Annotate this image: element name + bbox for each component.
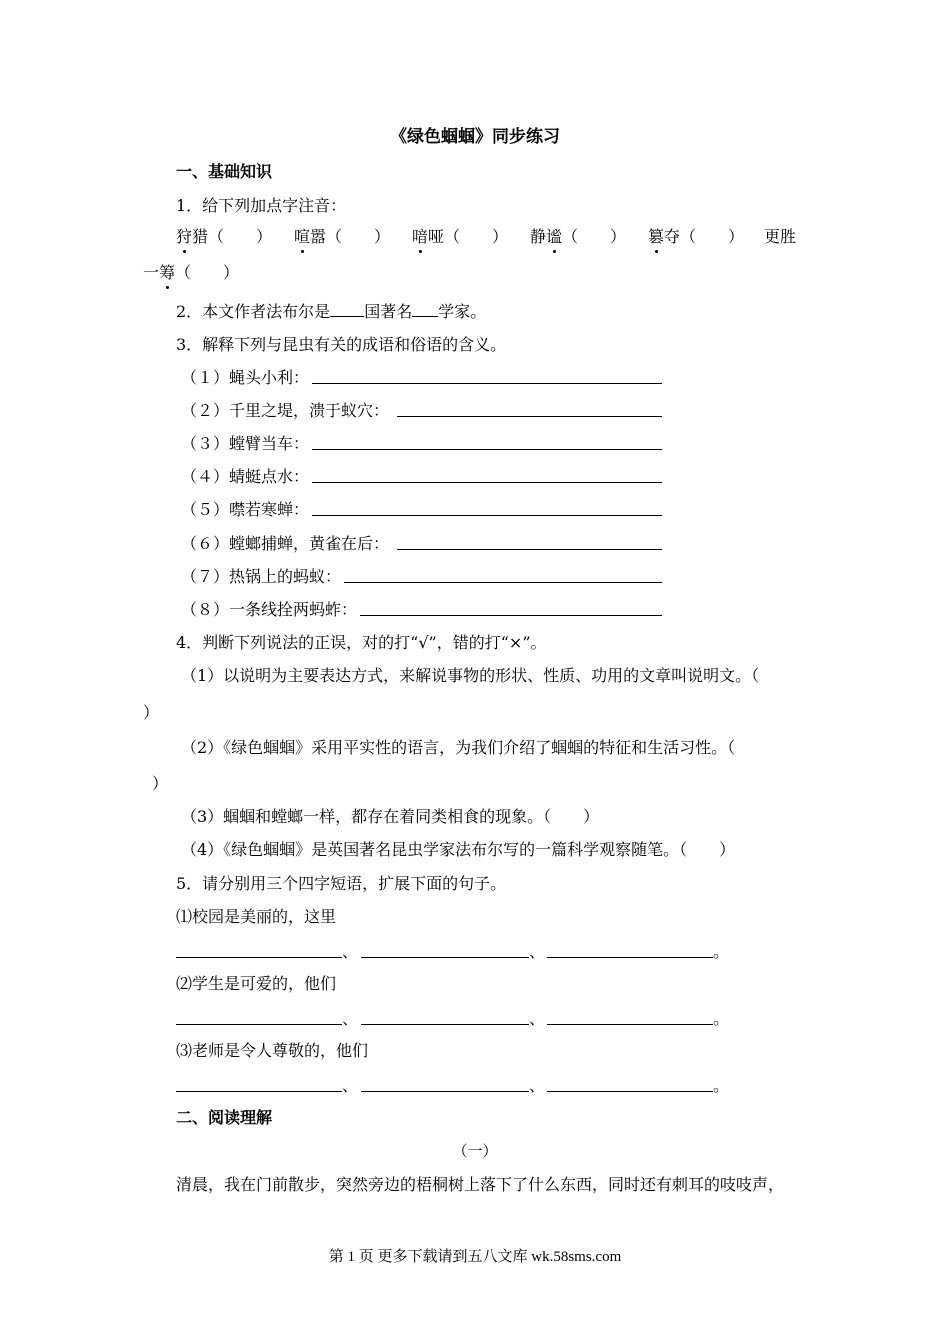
passage-line: 清晨，我在门前散步，突然旁边的梧桐树上落下了什么东西，同时还有刺耳的吱吱声，	[176, 1175, 785, 1194]
answer-line[interactable]	[361, 1091, 529, 1092]
question-1-item: 静谧（ ）	[530, 227, 627, 246]
question-5-prompt: 5．请分别用三个四字短语，扩展下面的句子。	[176, 874, 507, 893]
page-title: 《绿色蝈蝈》同步练习	[390, 127, 560, 147]
sentence-prompt: ⑵学生是可爱的，他们	[176, 974, 337, 993]
idiom-item: （８）一条线拴两蚂蚱：	[181, 600, 358, 619]
idiom-item: （１）蝇头小利：	[181, 368, 310, 387]
statement-3: （3）蝈蝈和螳螂一样，都存在着同类相食的现象。（ ）	[181, 807, 600, 826]
answer-line[interactable]	[344, 582, 662, 583]
question-4-prompt: 4．判断下列说法的正误，对的打“√”，错的打“×”。	[176, 633, 547, 652]
separator: 、	[529, 1009, 546, 1028]
answer-line[interactable]	[547, 1024, 713, 1025]
answer-line[interactable]	[397, 549, 662, 550]
question-1-item: 篡夺（ ）	[648, 227, 745, 246]
question-1-item: 喧嚣（ ）	[294, 227, 391, 246]
answer-line[interactable]	[176, 1091, 342, 1092]
sentence-prompt: ⑴校园是美丽的，这里	[176, 907, 337, 926]
question-1-item: 喑哑（ ）	[412, 227, 509, 246]
page-footer: 第 1 页 更多下载请到五八文库 wk.58sms.com	[328, 1249, 622, 1265]
separator: 。	[713, 1009, 730, 1028]
dotted-char: 喑	[412, 227, 429, 246]
separator: 、	[529, 942, 546, 961]
question-2: 2．本文作者法布尔是 国著名 学家。	[176, 302, 487, 321]
statement-2-close: ）	[152, 774, 169, 793]
section-heading-basics: 一、基础知识	[176, 162, 273, 181]
separator: 。	[713, 1076, 730, 1095]
answer-line[interactable]	[360, 615, 662, 616]
answer-blank[interactable]	[330, 301, 364, 317]
separator: 。	[713, 942, 730, 961]
answer-line[interactable]	[176, 1024, 342, 1025]
idiom-item: （２）千里之堤，溃于蚁穴：	[181, 401, 390, 420]
separator: 、	[342, 942, 359, 961]
answer-line[interactable]	[312, 383, 662, 384]
sentence-prompt: ⑶老师是令人尊敬的，他们	[176, 1041, 369, 1060]
dotted-char: 喧	[294, 227, 311, 246]
dotted-char: 谧	[546, 227, 563, 246]
separator: 、	[529, 1076, 546, 1095]
separator: 、	[342, 1076, 359, 1095]
answer-line[interactable]	[312, 515, 662, 516]
passage-number: （一）	[452, 1142, 498, 1160]
question-1-item-start: 更胜	[764, 227, 797, 246]
question-3-prompt: 3．解释下列与昆虫有关的成语和俗语的含义。	[176, 335, 507, 354]
dotted-char: 狩	[176, 227, 193, 246]
idiom-item: （４）蜻蜓点水：	[181, 467, 310, 486]
answer-line[interactable]	[176, 957, 342, 958]
statement-1: （1）以说明为主要表达方式，来解说事物的形状、性质、功用的文章叫说明文。（	[181, 666, 760, 685]
idiom-item: （７）热锅上的蚂蚁：	[181, 567, 342, 586]
dotted-char: 筹	[159, 263, 176, 282]
answer-line[interactable]	[312, 449, 662, 450]
section-heading-reading: 二、阅读理解	[176, 1108, 273, 1127]
idiom-item: （６）螳螂捕蝉，黄雀在后：	[181, 534, 390, 553]
separator: 、	[342, 1009, 359, 1028]
question-1-item-wrap: 一筹（ ）	[143, 263, 240, 282]
statement-4: （4）《绿色蝈蝈》是英国著名昆虫学家法布尔写的一篇科学观察随笔。（ ）	[181, 840, 736, 859]
idiom-item: （３）螳臂当车：	[181, 434, 310, 453]
answer-line[interactable]	[361, 957, 529, 958]
idiom-item: （５）噤若寒蝉：	[181, 500, 310, 519]
statement-2: （2）《绿色蝈蝈》采用平实性的语言，为我们介绍了蝈蝈的特征和生活习性。（	[181, 738, 736, 757]
answer-line[interactable]	[547, 957, 713, 958]
question-1-prompt: 1．给下列加点字注音：	[176, 196, 347, 215]
answer-line[interactable]	[312, 482, 662, 483]
question-1-item: 狩猎（ ）	[176, 227, 273, 246]
dotted-char: 篡	[648, 227, 665, 246]
answer-line[interactable]	[547, 1091, 713, 1092]
answer-line[interactable]	[361, 1024, 529, 1025]
statement-1-close: ）	[143, 703, 160, 722]
answer-blank[interactable]	[412, 301, 438, 317]
answer-line[interactable]	[397, 416, 662, 417]
